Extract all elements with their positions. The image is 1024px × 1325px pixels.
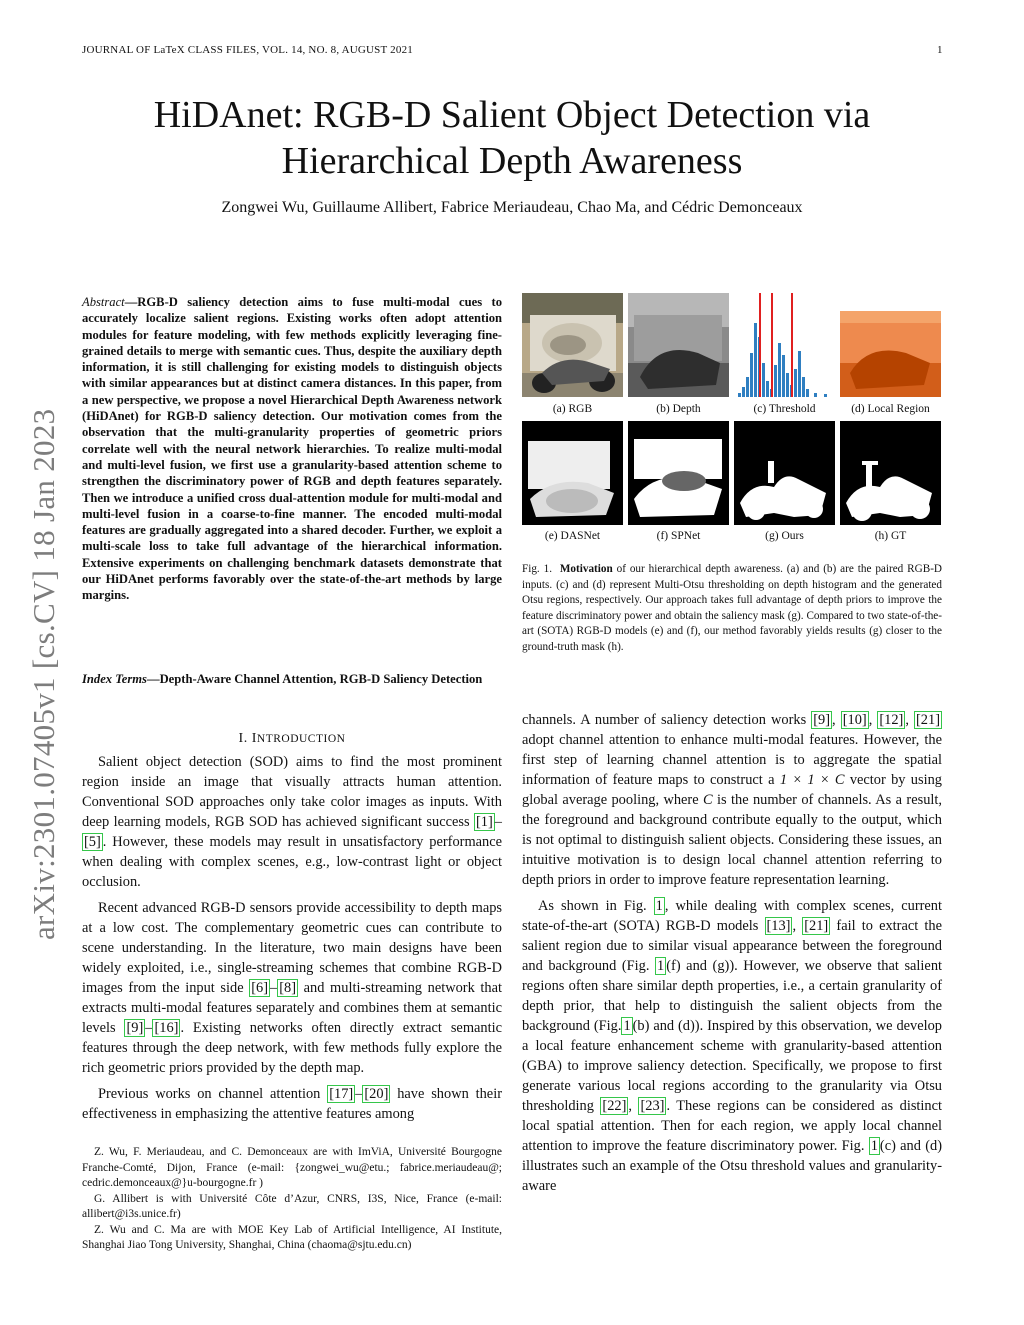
citation-link[interactable]: [22]	[602, 1098, 627, 1114]
math-symbol: C	[703, 792, 713, 808]
title-line-2: Hierarchical Depth Awareness	[281, 140, 743, 182]
figure-link[interactable]: 1	[655, 898, 663, 914]
text-run: (c) and (d) illustrates such an example of the Otsu threshold values and granularity-aware	[522, 1138, 942, 1194]
citation-link[interactable]: [23]	[640, 1098, 665, 1114]
text-run: Recent advanced RGB-D sensors provide accessibility to depth maps at a low cost. The complementary geometric cues can contribute to scene understanding. In the literature, two main designs have been widely exploited, i.e., single-streaming schemes that combine RGB-D images from the input side	[82, 900, 502, 996]
subfigure-label: (h) GT	[874, 530, 907, 542]
citation-link[interactable]: [13]	[766, 918, 791, 934]
text-run: vector by using global average pooling, where	[522, 772, 942, 808]
abstract-label: Abstract	[82, 295, 125, 309]
index-terms-label: Index Terms	[82, 672, 147, 686]
citation-link[interactable]: [8]	[279, 980, 297, 996]
footnote: G. Allibert is with Université Côte d’Azur, CNRS, I3S, Nice, France (e-mail: allibert@i3s.unice.fr)	[82, 1192, 502, 1220]
introduction-body	[82, 752, 502, 1124]
text-run: (b) and (d)). Inspired by this observation, we develop a local feature enhancement scheme with granularity-based attention (GBA) to improve saliency detection. Specifically, we propose to first generate various local regions according to the granularity via Otsu thresholding	[522, 1018, 943, 1114]
text-run: . However, these models may result in unsatisfactory performance when dealing with complex scenes, e.g., low-contrast light or object occlusion.	[82, 834, 502, 890]
author-list: Zongwei Wu, Guillaume Allibert, Fabrice Meriaudeau, Chao Ma, and Cédric Demonceaux	[221, 199, 803, 216]
text-run: Previous works on channel attention	[98, 1086, 328, 1102]
title-line-1: HiDAnet: RGB-D Salient Object Detection via	[153, 94, 871, 136]
citation-link[interactable]: [21]	[804, 918, 829, 934]
text-run: is the number of channels. As a result, the foreground and background contribute equally to the output, which is not optimal to distinguish salient objects. Considering these issues, an intuitive motivation is to design local channel attention referring to depth priors in order to improve feature representation learning.	[522, 792, 942, 888]
subfigure-label: (d) Local Region	[851, 403, 930, 415]
local-region-image	[840, 293, 941, 397]
ours-mask	[734, 421, 835, 525]
paragraph: As shown in Fig. 1 , while dealing with complex scenes, current state-of-the-art (SOTA) RGB-D models [13] , [21] fail to extract the salient region due to similar visual appearance between the foreground and background (Fig. 1 (f) and (g)). However, we observe that salient regions often share similar depth properties, i.e., a certain granularity of depth prior, that help to distinguish the salient objects from the background (Fig. 1 (b) and (d)). Inspired by this observation, we develop a local feature enhancement scheme with granularity-based attention (GBA) to improve saliency detection. Specifically, we propose to first generate various local regions according to the granularity via Otsu thresholding [22] , [23] . These regions can be considered as distinct local spatial attention. Then for each region, we apply local channel attention to improve the feature discriminatory power. Fig. 1 (c) and (d) illustrates such an example of the Otsu threshold values and granularity-aware	[522, 898, 943, 1194]
caption-bold: Motivation	[559, 563, 613, 575]
text-run: adopt channel attention to enhance multi-modal features. However, the first step of learning channel attention is to aggregate the spatial information of feature maps to construct a	[522, 732, 942, 788]
index-terms	[82, 671, 502, 687]
ground-truth-mask	[840, 421, 941, 525]
figure-link[interactable]: 1	[870, 1138, 878, 1154]
abstract-text: —RGB-D saliency detection aims to fuse multi-modal cues to accurately localize salient regions. Existing works often adopt attention modules for feature modeling, with few methods explicitly leveraging fine-grained details to merge with semantic cues. Thus, despite the auxiliary depth information, it is still challenging for existing models to distinguish objects with similar appearances but at distinct camera distances. In this paper, from a new perspective, we propose a novel Hierarchical Depth Awareness network (HiDAnet) for RGB-D saliency detection. Our motivation comes from the observation that the multi-granularity properties of geometric priors correlate well with the neural network hierarchies. To realize multi-modal and multi-level fusion, we first use a granularity-based attention scheme to strengthen the discriminatory power of RGB and depth features separately. Then we introduce a unified cross dual-attention module for multi-modal and multi-level fusion in a coarse-to-fine manner. The encoded multi-modal features are gradually aggregated into a shared decoder. Further, we exploit a multi-scale loss to take full advantage of the hierarchical information. Extensive experiments on challenging benchmark datasets demonstrate that our HiDAnet performs favorably over the state-of-the-art methods by large margins.	[82, 295, 502, 603]
math-expression: 1 × 1 × C	[779, 772, 845, 788]
section-number: I.	[238, 731, 248, 746]
text-run: As shown in Fig.	[538, 898, 654, 914]
text-run: fail to extract the salient region due to similar visual appearance between the foreground and background (Fig.	[522, 918, 942, 974]
figure-link[interactable]: 1	[657, 958, 665, 974]
section-title-rest: NTRODUCTION	[256, 733, 346, 745]
text-run: channels. A number of saliency detection works	[522, 712, 812, 728]
citation-link[interactable]: [5]	[84, 834, 101, 850]
subfigure-label: (g) Ours	[765, 530, 804, 542]
caption-text: of our hierarchical depth awareness. (a) and (b) are the paired RGB-D inputs. (c) and (d) represent Multi-Otsu thresholding on depth histogram and the generated Otsu regions, respectively. Our approach takes full advantage of depth priors to improve the feature discriminatory power and obtain the saliency mask (g). Compared to two state-of-the-art (SOTA) RGB-D models (e) and (f), our method favorably yields results (g) closer to the ground-truth mask (h).	[522, 563, 942, 653]
abstract	[82, 294, 502, 604]
footnote: Z. Wu and C. Ma are with MOE Key Lab of Artificial Intelligence, AI Institute, Shanghai Jiao Tong University, Shanghai, China (chaoma@sjtu.edu.cn)	[82, 1223, 502, 1251]
citation-link[interactable]: [20]	[364, 1086, 389, 1102]
spnet-mask	[628, 421, 729, 525]
figure-link[interactable]: 1	[623, 1018, 631, 1034]
citation-link[interactable]: [9]	[813, 712, 831, 728]
running-header: JOURNAL OF LaTeX CLASS FILES, VOL. 14, NO. 8, AUGUST 2021	[82, 44, 413, 56]
subfigure-label: (f) SPNet	[656, 530, 701, 542]
figure-caption	[522, 562, 942, 655]
paragraph: Recent advanced RGB-D sensors provide accessibility to depth maps at a low cost. The complementary geometric cues can contribute to scene understanding. In the literature, two main designs have been widely exploited, i.e., single-streaming schemes that combine RGB-D images from the input side [6] – [8] and multi-streaming network that extracts multi-modal features separately and combines them at semantic levels [9] – [16] . Existing networks often directly extract semantic features through the deep network, with few methods fully explore the rich geometric priors provided by the depth map.	[82, 900, 502, 1076]
citation-link[interactable]: [16]	[154, 1020, 179, 1036]
rgb-image	[522, 293, 623, 397]
paragraph: Previous works on channel attention [17] – [20] have shown their effectiveness in emphasizing the attentive features among	[82, 1086, 502, 1122]
citation-link[interactable]: [17]	[329, 1086, 354, 1102]
text-run: . These regions can be considered as distinct local spatial attention. Then for each region, we apply local channel attention to improve the feature discriminatory power. Fig.	[522, 1098, 942, 1154]
text-run: have shown their effectiveness in emphasizing the attentive features among	[82, 1086, 502, 1122]
threshold-histogram	[734, 293, 835, 397]
dasnet-mask	[522, 421, 623, 525]
section-title-initial: I	[251, 731, 257, 746]
page-number: 1	[937, 44, 943, 56]
index-terms-text: —Depth-Aware Channel Attention, RGB-D Saliency Detection	[146, 672, 483, 686]
subfigure-label: (b) Depth	[656, 403, 701, 415]
footnote: Z. Wu, F. Meriaudeau, and C. Demonceaux are with ImViA, Université Bourgogne Franche-Comté, Dijon, France (e-mail: {zongwei_wu@etu.; fabrice.meriaudeau@; cedric.demonceaux@}u-bourgogne.fr )	[82, 1146, 502, 1189]
subfigure-label: (c) Threshold	[753, 403, 816, 415]
citation-link[interactable]: [10]	[842, 712, 867, 728]
depth-image	[628, 293, 729, 397]
citation-link[interactable]: [6]	[251, 980, 269, 996]
text-run: , while dealing with complex scenes, current state-of-the-art (SOTA) RGB-D models	[522, 898, 942, 934]
text-run: Salient object detection (SOD) aims to find the most prominent region inside an image that visually attracts human attention. Conventional SOD approaches only take color images as inputs. With deep learning models, RGB SOD has achieved significant success	[82, 754, 502, 830]
text-run: . Existing networks often directly extract semantic features through the deep network, with few methods fully explore the rich geometric priors provided by the depth map.	[82, 1020, 502, 1076]
caption-prefix: Fig. 1.	[522, 563, 553, 575]
text-run: and multi-streaming network that extracts multi-modal features separately and combines them at semantic levels	[82, 980, 502, 1036]
footnotes	[82, 1145, 502, 1254]
citation-link[interactable]: [12]	[879, 712, 904, 728]
arxiv-identifier: arXiv:2301.07405v1 [cs.CV] 18 Jan 2023	[26, 408, 61, 940]
right-column-body	[522, 710, 942, 1196]
subfigure-label: (e) DASNet	[544, 530, 601, 542]
subfigure-label: (a) RGB	[552, 403, 593, 415]
paragraph: Salient object detection (SOD) aims to find the most prominent region inside an image that visually attracts human attention. Conventional SOD approaches only take color images as inputs. With deep learning models, RGB SOD has achieved significant success [1] –[5] . However, these models may result in unsatisfactory performance when dealing with complex scenes, e.g., low-contrast light or object occlusion.	[82, 754, 502, 890]
citation-link[interactable]: [1]	[476, 814, 493, 830]
citation-link[interactable]: [9]	[126, 1020, 144, 1036]
text-run: (f) and (g)). However, we observe that salient regions often share similar depth properties, i.e., a certain granularity of depth prior, that help to distinguish the salient objects from the background (Fig.	[522, 958, 943, 1034]
citation-link[interactable]: [21]	[916, 712, 940, 728]
section-heading	[82, 731, 502, 747]
paper-title	[0, 92, 1024, 184]
paragraph: channels. A number of saliency detection works [9] , [10] , [12] , [21] adopt channel attention to enhance multi-modal features. However, the first step of learning channel attention is to aggregate the spatial information of feature maps to construct a 1 × 1 × C vector by using global average pooling, where C is the number of channels. As a result, the foreground and background contribute equally to the output, which is not optimal to distinguish salient objects. Considering these issues, an intuitive motivation is to design local channel attention referring to depth priors in order to improve feature representation learning.	[522, 712, 942, 888]
